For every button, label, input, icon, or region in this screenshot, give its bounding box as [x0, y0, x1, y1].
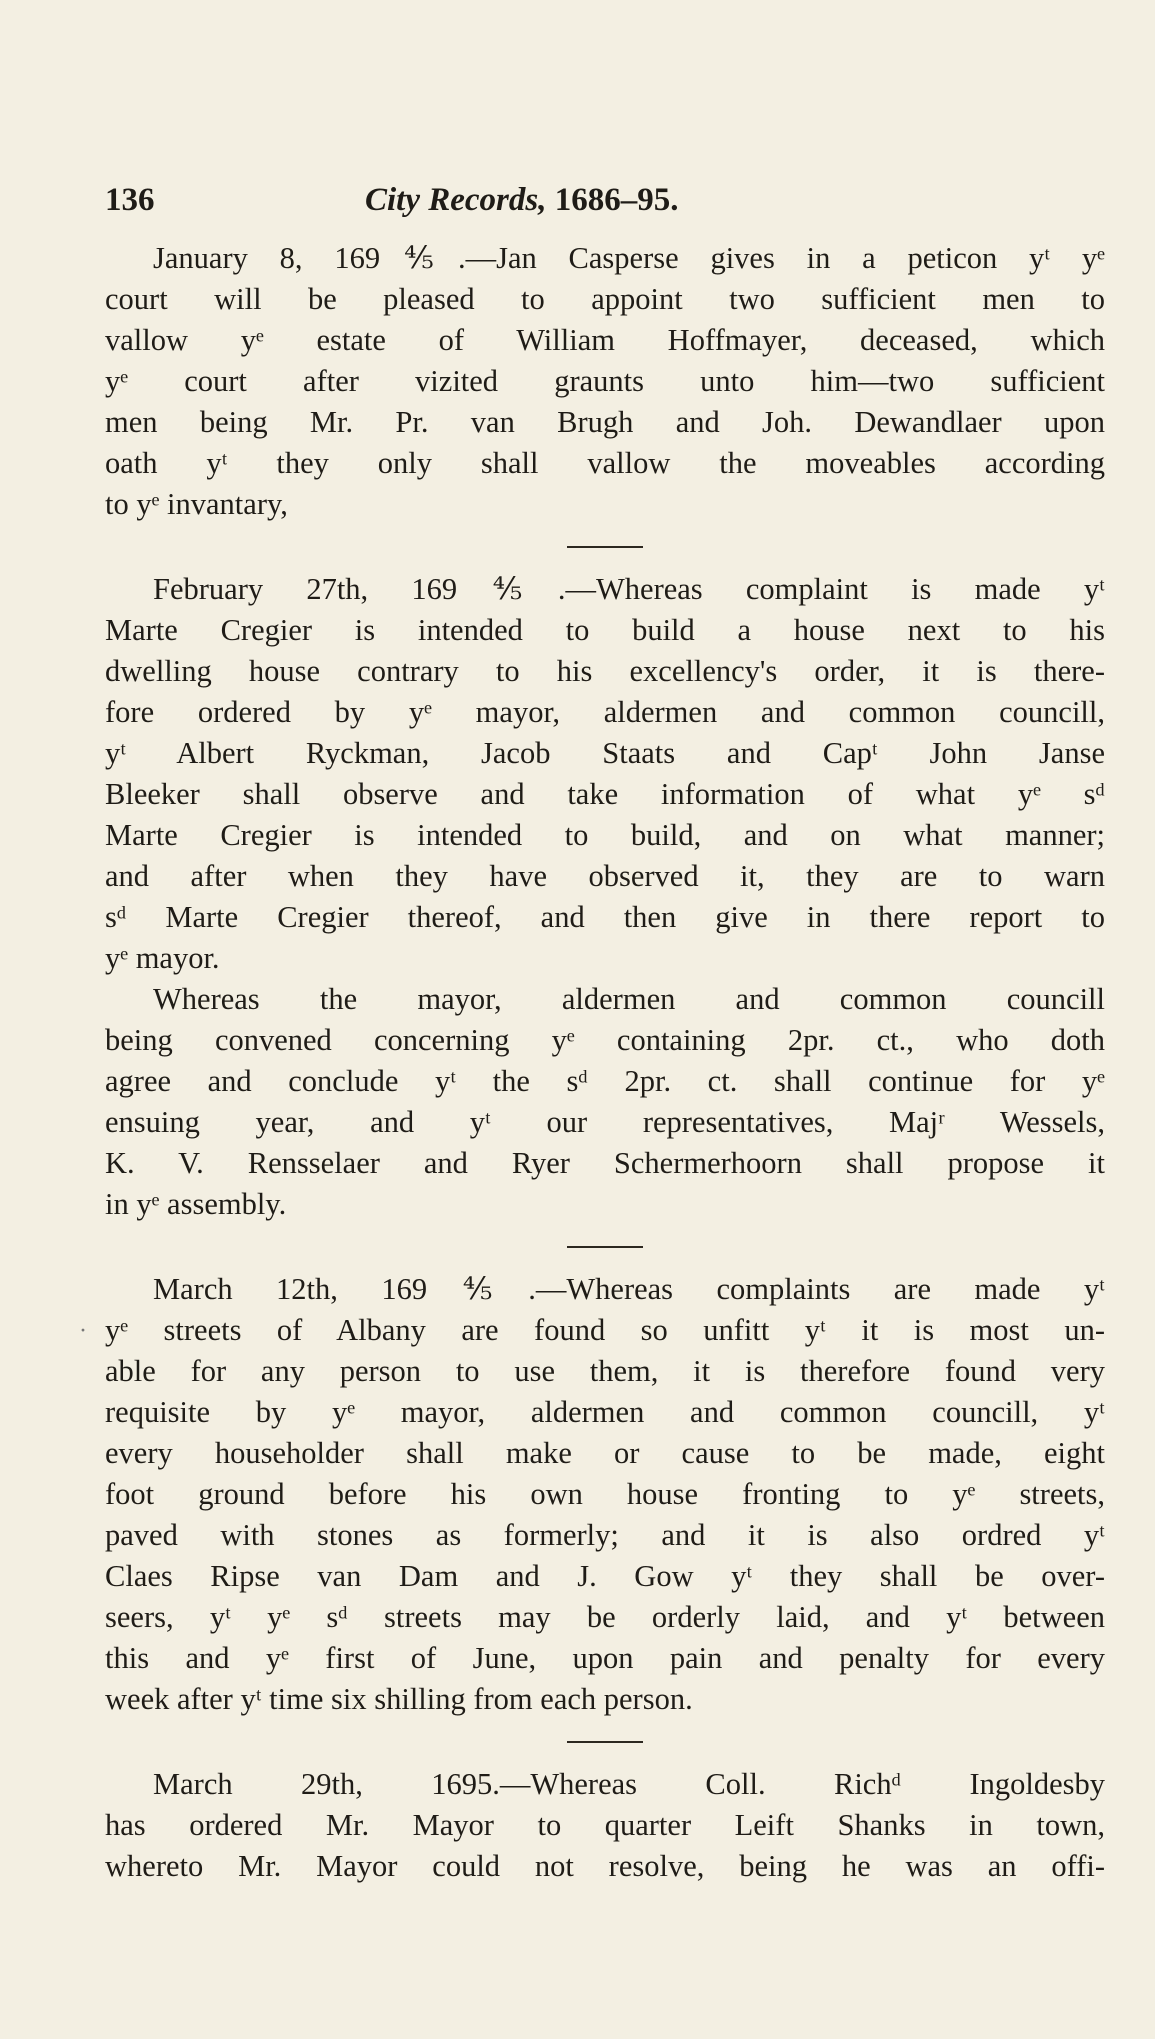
text-line: paved with stones as formerly; and it is also ordred yᵗ: [105, 1518, 1105, 1552]
text-line: K. V. Rensselaer and Ryer Schermerhoorn shall propose it: [105, 1146, 1105, 1180]
running-head: [105, 178, 1055, 222]
text-line: yᵉ court after vizited graunts unto him—two sufficient: [105, 364, 1105, 398]
text-line: yᵉ streets of Albany are found so unfitt yᵗ it is most un-: [105, 1313, 1105, 1347]
text-line: men being Mr. Pr. van Brugh and Joh. Dewandlaer upon: [105, 405, 1105, 439]
text-line: oath yᵗ they only shall vallow the moveables according: [105, 446, 1105, 480]
text-line: Whereas the mayor, aldermen and common councill: [153, 982, 1105, 1016]
text-line: Marte Cregier is intended to build, and on what manner;: [105, 818, 1105, 852]
text-line: agree and conclude yᵗ the sᵈ 2pr. ct. shall continue for yᵉ: [105, 1064, 1105, 1098]
margin-dot: ·: [79, 1318, 87, 1344]
text-line: every householder shall make or cause to be made, eight: [105, 1436, 1105, 1470]
running-title: [365, 178, 678, 222]
text-line: and after when they have observed it, they are to warn: [105, 859, 1105, 893]
text-line: this and yᵉ first of June, upon pain and penalty for every: [105, 1641, 1105, 1675]
text-line: February 27th, 169⅘.—Whereas complaint is made yᵗ: [153, 572, 1105, 606]
text-line: Bleeker shall observe and take information of what yᵉ sᵈ: [105, 777, 1105, 811]
text-line: whereto Mr. Mayor could not resolve, being he was an offi-: [105, 1849, 1105, 1883]
entry-march-29: [105, 1764, 1105, 1887]
text-line: sᵈ Marte Cregier thereof, and then give in there report to: [105, 900, 1105, 934]
text-line: Claes Ripse van Dam and J. Gow yᵗ they shall be over-: [105, 1559, 1105, 1593]
running-title-years: 1686–95.: [554, 182, 679, 218]
text-line: week after yᵗ time six shilling from each person.: [105, 1682, 693, 1716]
section-divider: [105, 525, 1105, 569]
text-line: vallow yᵉ estate of William Hoffmayer, deceased, which: [105, 323, 1105, 357]
text-line: yᵗ Albert Ryckman, Jacob Staats and Capᵗ John Janse: [105, 736, 1105, 770]
text-line: to yᵉ invantary,: [105, 487, 288, 521]
text-line: has ordered Mr. Mayor to quarter Leift Shanks in town,: [105, 1808, 1105, 1842]
text-line: seers, yᵗ yᵉ sᵈ streets may be orderly laid, and yᵗ between: [105, 1600, 1105, 1634]
page-number: 136: [105, 182, 155, 218]
text-line: ensuing year, and yᵗ our representatives, Majʳ Wessels,: [105, 1105, 1105, 1139]
text-line: foot ground before his own house fronting to yᵉ streets,: [105, 1477, 1105, 1511]
section-divider: [105, 1720, 1105, 1764]
entry-january-8: [105, 238, 1105, 525]
section-divider: [105, 1225, 1105, 1269]
text-line: court will be pleased to appoint two sufficient men to: [105, 282, 1105, 316]
text-line: Marte Cregier is intended to build a house next to his: [105, 613, 1105, 647]
text-line: in yᵉ assembly.: [105, 1187, 287, 1221]
text-line: March 29th, 1695.—Whereas Coll. Richᵈ Ingoldesby: [153, 1767, 1105, 1801]
text-line: January 8, 169⅘.—Jan Casperse gives in a peticon yᵗ yᵉ: [153, 241, 1105, 275]
running-title-italic: City Records,: [365, 182, 547, 218]
text-line: able for any person to use them, it is therefore found very: [105, 1354, 1105, 1388]
text-line: March 12th, 169⅘.—Whereas complaints are made yᵗ: [153, 1272, 1105, 1306]
entry-march-12: [105, 1269, 1105, 1720]
body-text: [105, 238, 1105, 1887]
text-line: requisite by yᵉ mayor, aldermen and common councill, yᵗ: [105, 1395, 1105, 1429]
text-line: being convened concerning yᵉ containing 2pr. ct., who doth: [105, 1023, 1105, 1057]
text-line: yᵉ mayor.: [105, 941, 220, 975]
text-line: fore ordered by yᵉ mayor, aldermen and common councill,: [105, 695, 1105, 729]
entry-february-27: [105, 569, 1105, 1225]
text-line: dwelling house contrary to his excellency's order, it is there-: [105, 654, 1105, 688]
